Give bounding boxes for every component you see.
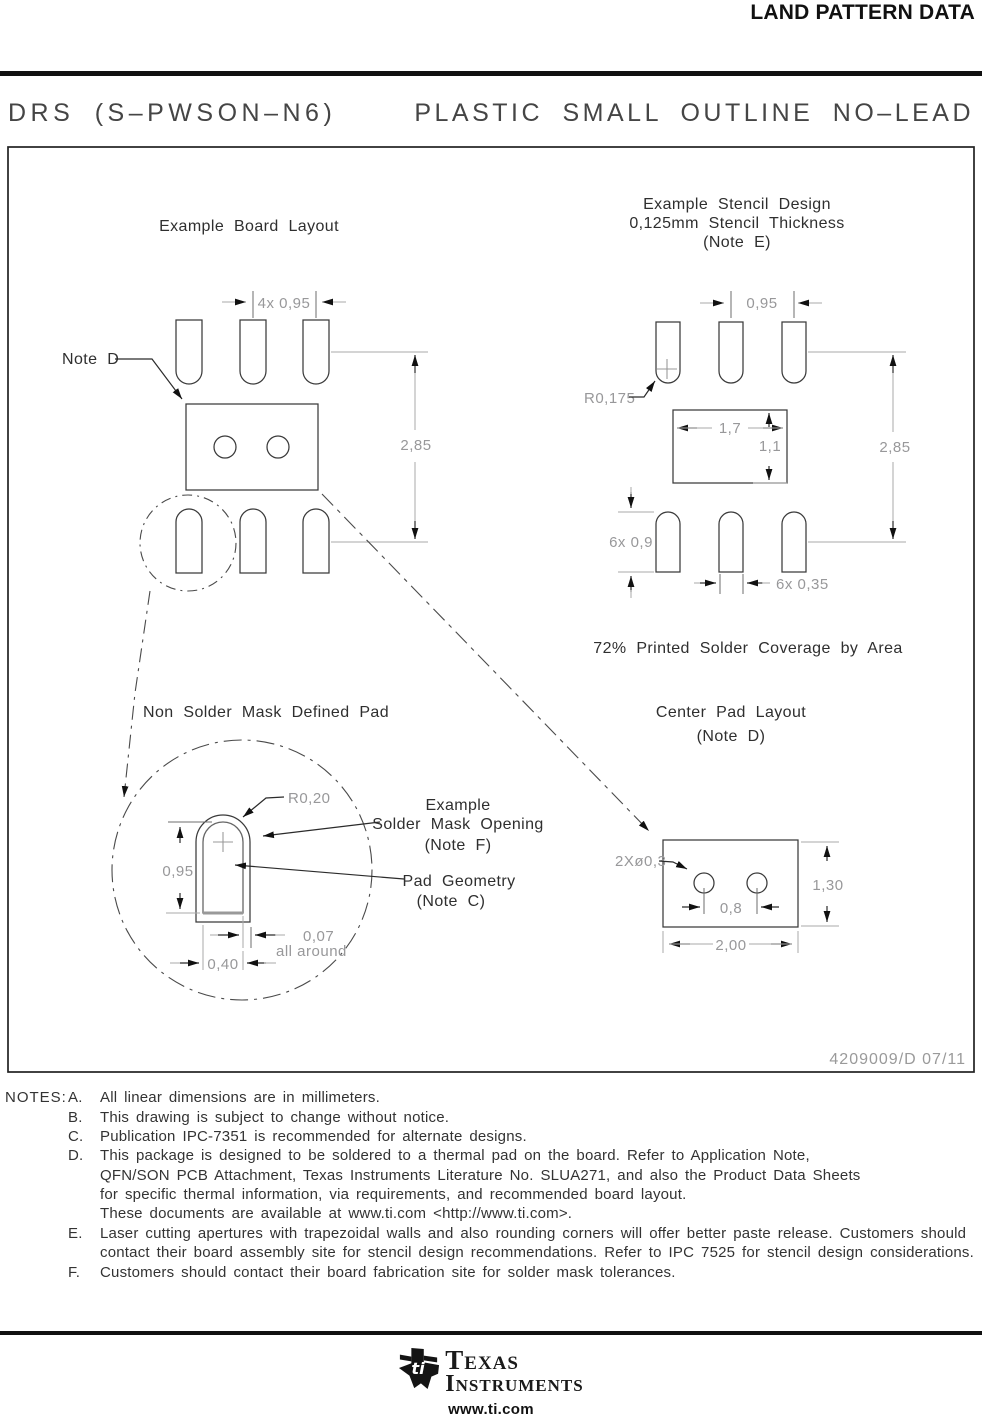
stencil-height-label: 1,1 [758, 438, 782, 455]
stencil-pitch-label: 0,95 [746, 295, 778, 312]
board-via [267, 436, 289, 458]
note-line: This drawing is subject to change without notice. [100, 1109, 450, 1126]
stencil-width-dimension [677, 420, 783, 437]
pad-center-mark [213, 832, 233, 852]
via-diameter-label: 2Xø0,3 [615, 853, 667, 870]
package-description: PLASTIC SMALL OUTLINE NO–LEAD [414, 99, 974, 127]
solder-mask-opening-outline [196, 815, 250, 922]
detail-boundary-circle [112, 740, 372, 1000]
svg-text:ti: ti [411, 1358, 425, 1378]
brand-line-1: Texas [445, 1345, 519, 1375]
brand-line-2: Instruments [445, 1371, 584, 1397]
note-line: Customers should contact their board fabrication site for solder mask tolerances. [100, 1264, 676, 1281]
via-spacing-dimension [682, 888, 779, 917]
stencil-aperture-height-dimension [609, 487, 654, 598]
center-pad-width-label: 2,00 [715, 937, 747, 954]
stencil-title-1: Example Stencil Design [643, 196, 831, 213]
mask-callout-3: (Note F) [424, 837, 492, 854]
detail-title: Non Solder Mask Defined Pad [143, 704, 390, 721]
ti-texas-icon [398, 1347, 440, 1391]
detail-width-label: 0,40 [207, 956, 239, 973]
detail-radius-label: R0,20 [288, 790, 331, 807]
board-top-pads [176, 320, 329, 384]
detail-height-label: 0,95 [162, 863, 194, 880]
page-title: LAND PATTERN DATA [750, 1, 975, 24]
notes-label: NOTES: [5, 1089, 67, 1106]
drawing-border [8, 147, 974, 1072]
note-letter: D. [68, 1147, 84, 1164]
ti-logo [0, 1347, 982, 1396]
mask-callout-2: Solder Mask Opening [372, 816, 544, 833]
note-line: Publication IPC-7351 is recommended for alternate designs. [100, 1128, 527, 1145]
stencil-span-label: 2,85 [879, 439, 911, 456]
center-pad-width-dimension [663, 931, 798, 954]
note-line: QFN/SON PCB Attachment, Texas Instruments Literature No. SLUA271, and also the Product Data Sheets [100, 1167, 861, 1184]
pad-callout-1: Pad Geometry [402, 873, 516, 890]
ti-url: www.ti.com [448, 1401, 534, 1418]
note-d-leader [115, 359, 182, 399]
board-span-dimension [331, 352, 432, 542]
stencil-aperture-width-dimension [694, 574, 829, 594]
board-layout-title: Example Board Layout [159, 218, 339, 235]
note-letter: F. [68, 1264, 81, 1281]
stencil-title-2: 0,125mm Stencil Thickness [629, 215, 845, 232]
stencil-width-label: 1,7 [718, 420, 742, 437]
connector-to-center-pad [322, 494, 649, 831]
stencil-span-dimension [808, 352, 911, 542]
mask-callout-1: Example [425, 797, 491, 814]
note-line: These documents are available at www.ti.com <http://www.ti.com>. [100, 1205, 573, 1222]
solder-coverage-note: 72% Printed Solder Coverage by Area [593, 640, 903, 657]
note-d-label: Note D [62, 351, 120, 368]
board-center-pad [186, 404, 318, 490]
stencil-aperture-height-label: 6x 0,9 [609, 534, 653, 551]
board-pitch-label: 4x 0,95 [257, 295, 311, 312]
note-letter: E. [68, 1225, 83, 1242]
note-line: This package is designed to be soldered to a thermal pad on the board. Refer to Application Note, [100, 1147, 810, 1164]
board-via [214, 436, 236, 458]
ti-brand-text [445, 1347, 583, 1396]
detail-width-dimension [170, 925, 276, 973]
stencil-top-apertures [656, 322, 806, 383]
pad-callout-2: (Note C) [416, 893, 486, 910]
board-pitch-dimension [222, 291, 346, 318]
note-line: for specific thermal information, via requirements, and recommended board layout. [100, 1186, 687, 1203]
detail-radius-leader [243, 797, 284, 817]
detail-clearance-label: 0,07 [303, 928, 335, 945]
mask-callout-leader [263, 822, 380, 836]
bottom-rule [0, 1331, 982, 1335]
stencil-title-3: (Note E) [703, 234, 771, 251]
stencil-bottom-apertures [656, 512, 806, 572]
note-line: Laser cutting apertures with trapezoidal walls and also rounding corners will offer better paste release. Customers should [100, 1225, 967, 1242]
note-letter: A. [68, 1089, 83, 1106]
note-letter: B. [68, 1109, 83, 1126]
detail-clearance-label-2: all around [276, 943, 347, 960]
center-pad-height-label: 1,30 [812, 877, 844, 894]
board-bottom-pads [176, 509, 329, 573]
board-layout-view [62, 218, 649, 831]
aperture-center-mark [657, 359, 677, 379]
via-spacing-label: 0,8 [719, 900, 743, 917]
top-rule [0, 71, 982, 76]
note-letter: C. [68, 1128, 84, 1145]
stencil-pitch-dimension [700, 291, 822, 318]
center-pad-view [615, 704, 844, 954]
pad-detail-view [112, 704, 544, 1000]
stencil-aperture-width-label: 6x 0,35 [776, 576, 829, 593]
center-pad-title-2: (Note D) [696, 728, 766, 745]
stencil-design-view [584, 196, 911, 657]
connector-to-detail [124, 591, 150, 797]
center-pad-title-1: Center Pad Layout [655, 704, 807, 721]
center-pad-height-dimension [801, 842, 844, 926]
package-code: DRS (S–PWSON–N6) [8, 99, 337, 127]
drawing-number: 4209009/D 07/11 [829, 1051, 966, 1068]
board-span-label: 2,85 [400, 437, 432, 454]
stencil-height-dimension [753, 413, 787, 483]
stencil-radius-label: R0,175 [584, 390, 636, 407]
note-line: contact their board assembly site for stencil design recommendations. Refer to IPC 7525 for stencil design considerations. [100, 1244, 974, 1261]
note-line: All linear dimensions are in millimeters. [100, 1089, 380, 1106]
pad-callout-leader [235, 865, 404, 879]
